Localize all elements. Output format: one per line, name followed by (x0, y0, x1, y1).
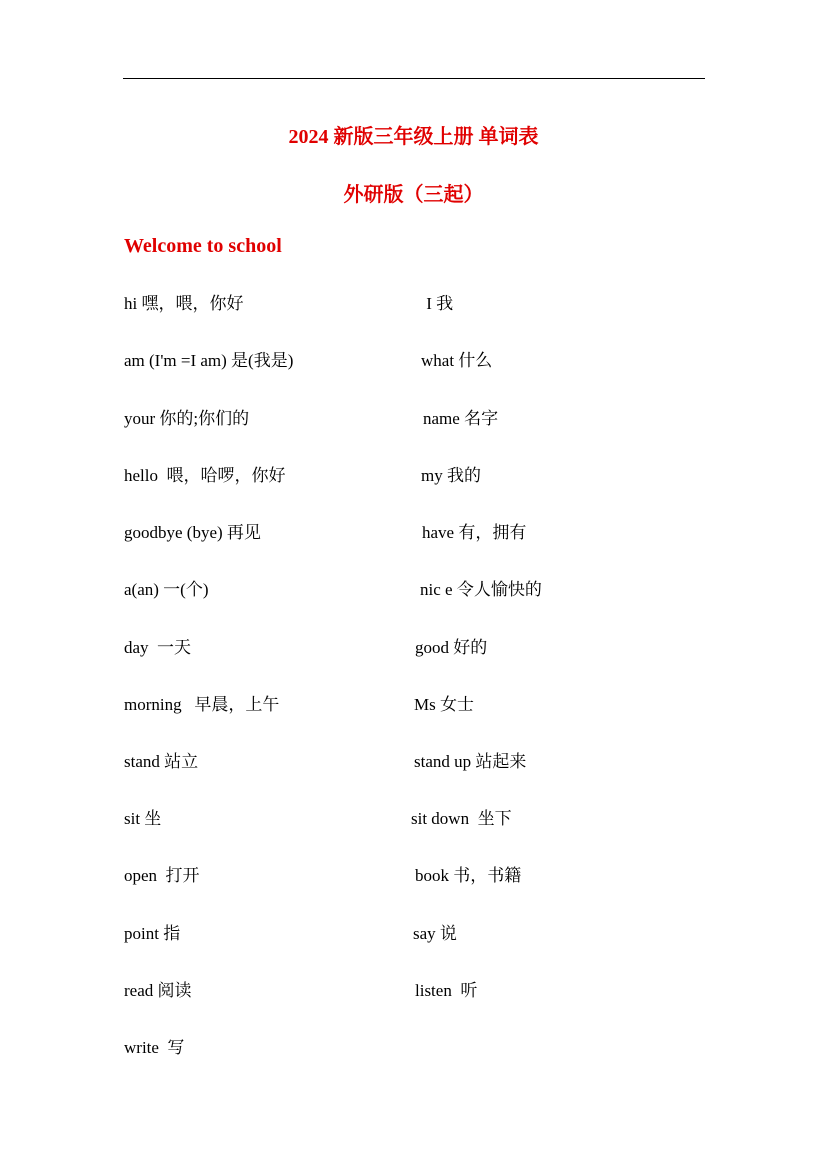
word-left-write: write 写 (124, 1038, 185, 1057)
word-left-point: point 指 (124, 924, 181, 943)
word-left-stand: stand 站立 (124, 752, 199, 771)
word-right-what: what 什么 (421, 351, 493, 370)
unit-heading: Welcome to school (124, 235, 282, 257)
word-left-sit: sit 坐 (124, 809, 162, 828)
word-left-hi: hi 嘿，喂，你好 (124, 294, 244, 313)
page-subtitle: 外研版（三起） (343, 184, 484, 206)
word-left-a-an: a(an) 一(个) (124, 580, 209, 599)
word-left-open: open 打开 (124, 866, 200, 885)
word-right-good: good 好的 (415, 638, 488, 657)
word-right-say: say 说 (413, 924, 457, 943)
word-right-listen: listen 听 (415, 981, 478, 1000)
word-right-sit-down: sit down 坐下 (411, 809, 512, 828)
word-left-goodbye: goodbye (bye) 再见 (124, 523, 261, 542)
word-right-name: name 名字 (423, 409, 499, 428)
word-right-stand-up: stand up 站起来 (414, 752, 527, 771)
word-left-morning: morning 早晨，上午 (124, 695, 280, 714)
word-right-book: book 书，书籍 (415, 866, 522, 885)
word-left-read: read 阅读 (124, 981, 192, 1000)
word-left-hello: hello 喂，哈啰，你好 (124, 466, 286, 485)
word-right-my: my 我的 (421, 466, 481, 485)
word-left-day: day 一天 (124, 638, 192, 657)
word-right-ms: Ms 女士 (414, 695, 474, 714)
word-left-your: your 你的;你们的 (124, 409, 250, 428)
word-right-have: have 有，拥有 (422, 523, 527, 542)
word-right-i: I 我 (422, 294, 454, 313)
page-title: 2024 新版三年级上册 单词表 (288, 126, 539, 148)
top-rule (123, 78, 705, 79)
word-right-nice: nic e 令人愉快的 (420, 580, 542, 599)
word-left-am: am (I'm =I am) 是(我是) (124, 351, 294, 370)
